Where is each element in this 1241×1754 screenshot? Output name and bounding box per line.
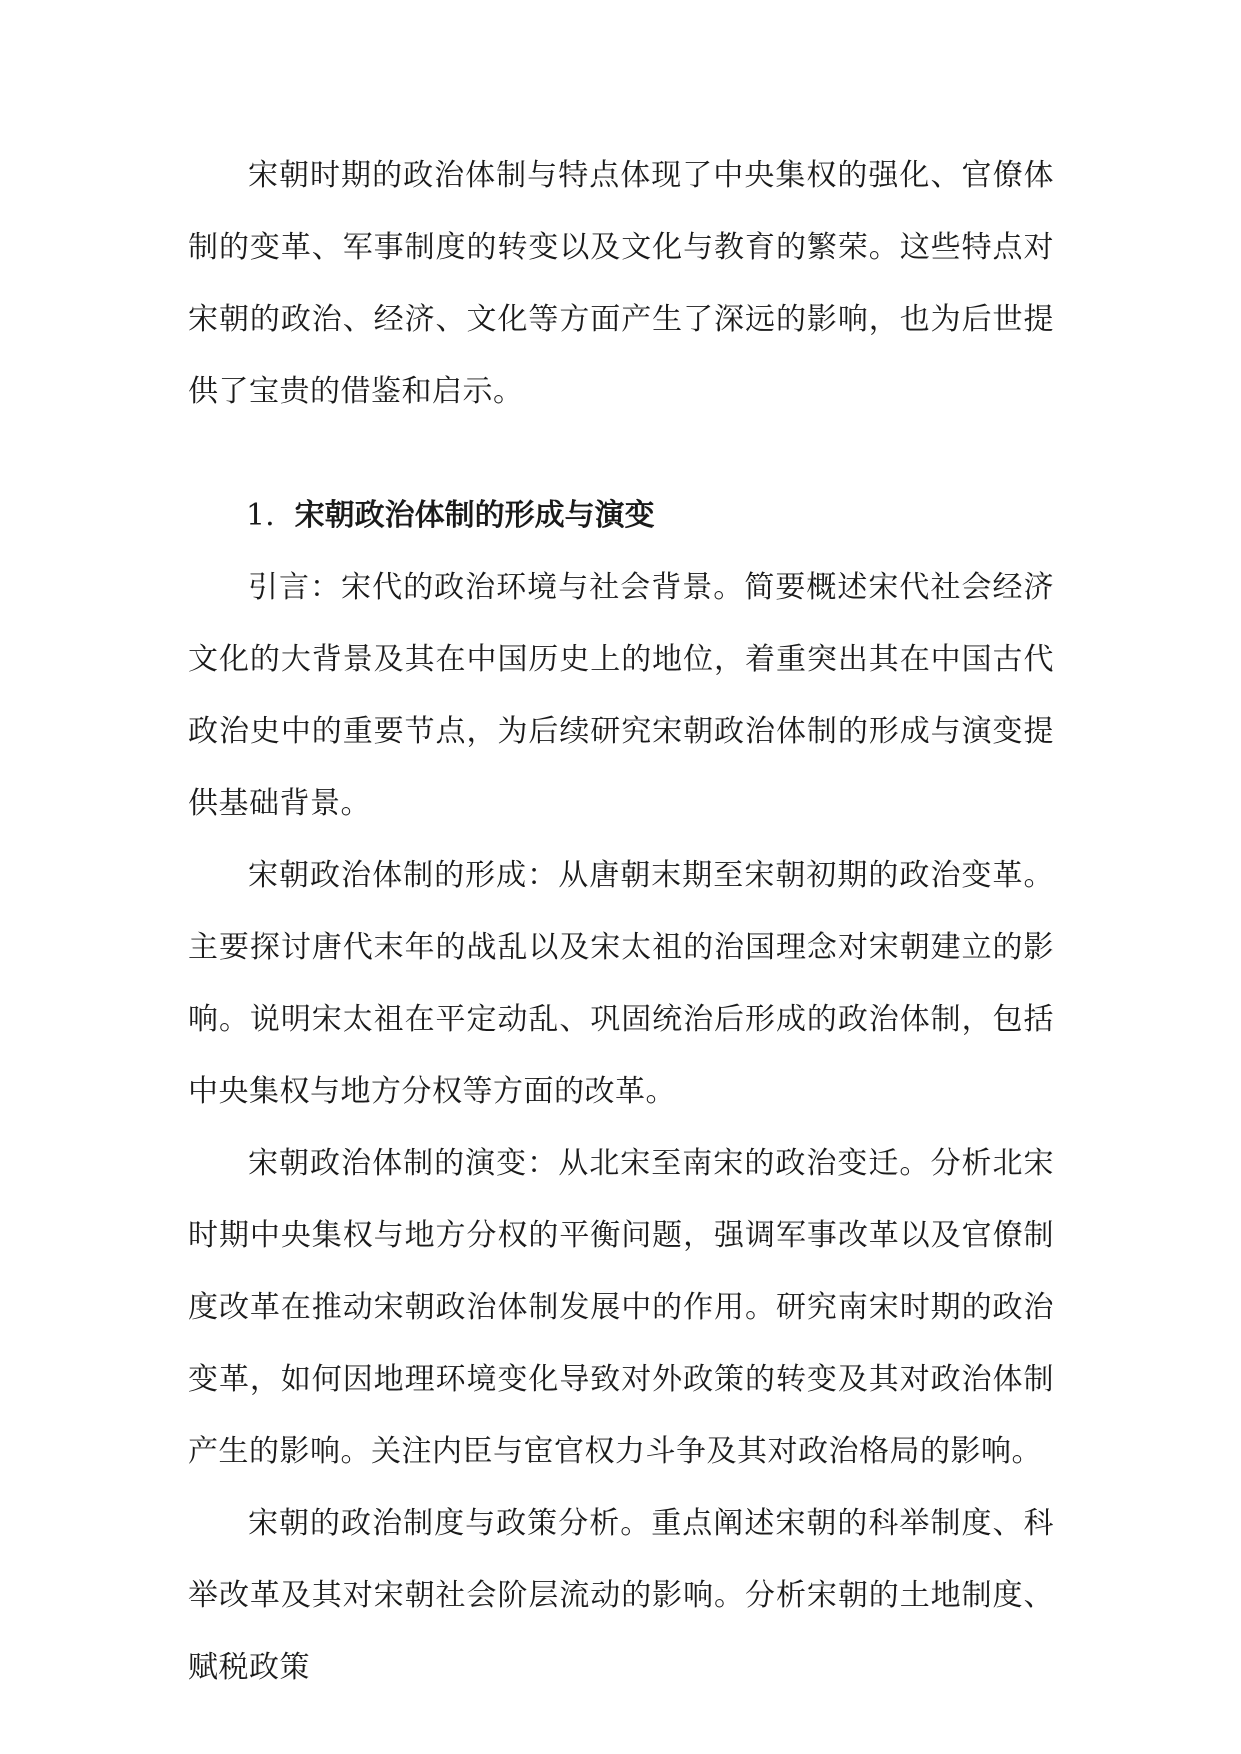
paragraph-evolution: 宋朝政治体制的演变：从北宋至南宋的政治变迁。分析北宋时期中央集权与地方分权的平衡问题，强调军事改革以及官僚制度改革在推动宋朝政治体制发展中的作用。研究南宋时期的政治变革，如何因地理环境变化导致对外政策的转变及其对政治体制产生的影响。关注内臣与宦官权力斗争及其对政治格局的影响。 [188, 1146, 1054, 1469]
paragraph-formation: 宋朝政治体制的形成：从唐朝末期至宋朝初期的政治变革。主要探讨唐代末年的战乱以及宋太祖的治国理念对宋朝建立的影响。说明宋太祖在平定动乱、巩固统治后形成的政治体制，包括中央集权与地方分权等方面的改革。 [188, 858, 1054, 1109]
intro-paragraph: 宋朝时期的政治体制与特点体现了中央集权的强化、官僚体制的变革、军事制度的转变以及文化与教育的繁荣。这些特点对宋朝的政治、经济、文化等方面产生了深远的影响，也为后世提供了宝贵的借鉴和启示。 [188, 158, 1054, 409]
paragraph-policy-analysis: 宋朝的政治制度与政策分析。重点阐述宋朝的科举制度、科举改革及其对宋朝社会阶层流动的影响。分析宋朝的土地制度、赋税政策 [188, 1506, 1054, 1685]
section-heading [188, 480, 1054, 552]
section-number: 1. [246, 498, 275, 533]
paragraph-introduction: 引言：宋代的政治环境与社会背景。简要概述宋代社会经济文化的大背景及其在中国历史上的地位，着重突出其在中国古代政治史中的重要节点，为后续研究宋朝政治体制的形成与演变提供基础背景。 [188, 570, 1054, 821]
document-body [188, 140, 1054, 1704]
section-title: 宋朝政治体制的形成与演变 [294, 498, 655, 533]
